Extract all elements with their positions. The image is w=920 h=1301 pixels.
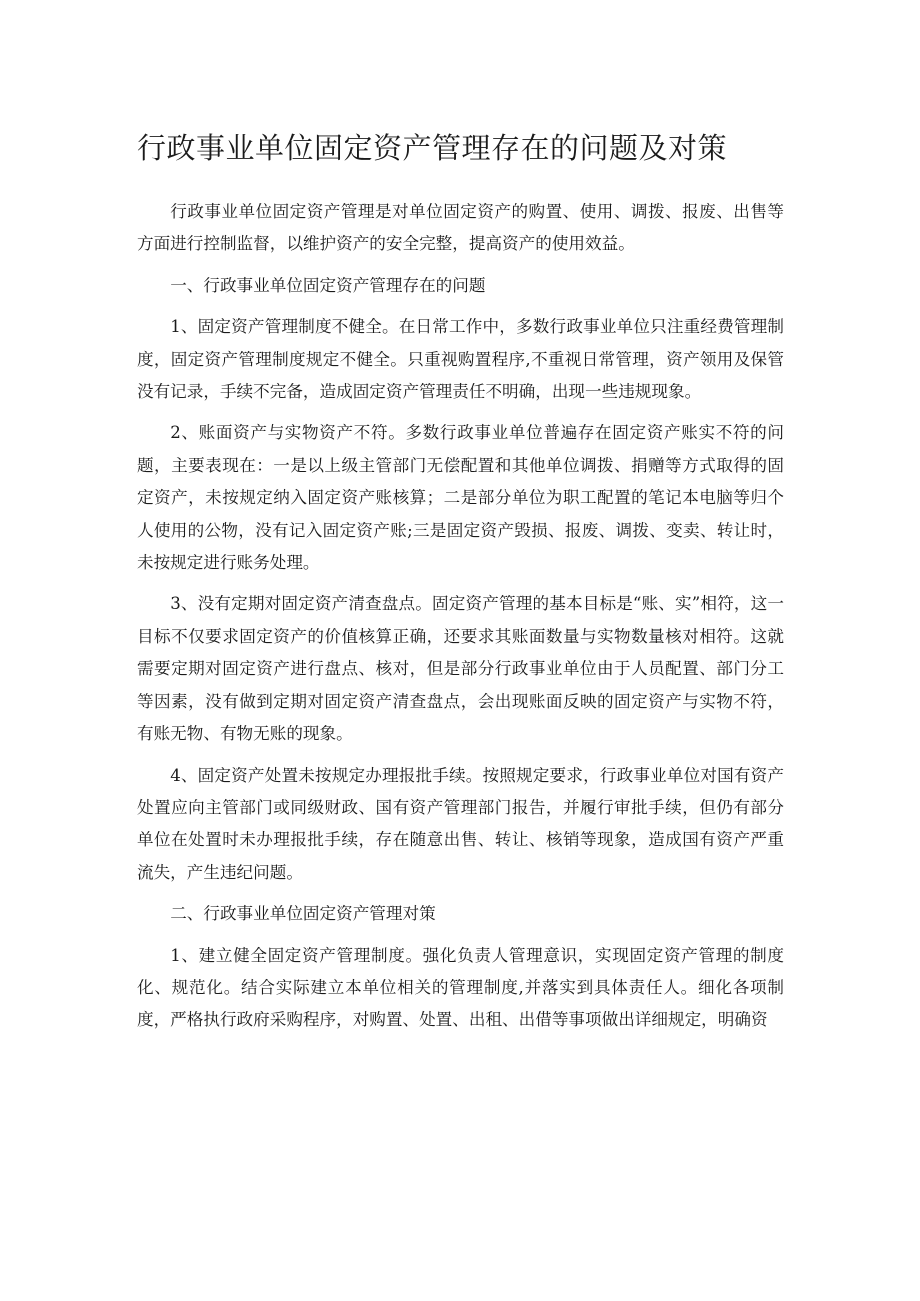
- section-heading-solutions: 二、行政事业单位固定资产管理对策: [170, 904, 436, 924]
- section-heading-problems: 一、行政事业单位固定资产管理存在的问题: [170, 275, 486, 295]
- problem-paragraph-1: 1、固定资产管理制度不健全。在日常工作中，多数行政事业单位只注重经费管理制度，固定资产管理制度规定不健全。只重视购置程序,不重视日常管理，资产领用及保管没有记录，手续不完备，造成固定资产管理责任不明确，出现一些违规现象。: [137, 317, 784, 402]
- problem-paragraph-3: 3、没有定期对固定资产清查盘点。固定资产管理的基本目标是“账、实”相符，这一目标不仅要求固定资产的价值核算正确，还要求其账面数量与实物数量核对相符。这就需要定期对固定资产进行盘点、核对，但是部分行政事业单位由于人员配置、部门分工等因素，没有做到定期对固定资产清查盘点，会出现账面反映的固定资产与实物不符，有账无物、有物无账的现象。: [137, 594, 784, 744]
- intro-paragraph: 行政事业单位固定资产管理是对单位固定资产的购置、使用、调拨、报废、出售等方面进行控制监督，以维护资产的安全完整，提高资产的使用效益。: [137, 202, 784, 254]
- solution-paragraph-1: 1、建立健全固定资产管理制度。强化负责人管理意识，实现固定资产管理的制度化、规范化。结合实际建立本单位相关的管理制度,并落实到具体责任人。细化各项制度，严格执行政府采购程序，对购置、处置、出租、出借等事项做出详细规定，明确资: [137, 945, 784, 1030]
- problem-paragraph-4: 4、固定资产处置未按规定办理报批手续。按照规定要求，行政事业单位对国有资产处置应向主管部门或同级财政、国有资产管理部门报告，并履行审批手续，但仍有部分单位在处置时未办理报批手续，存在随意出售、转让、核销等现象，造成国有资产严重流失，产生违纪问题。: [137, 765, 784, 882]
- document-title: 行政事业单位固定资产管理存在的问题及对策: [137, 131, 728, 165]
- problem-paragraph-2: 2、账面资产与实物资产不符。多数行政事业单位普遍存在固定资产账实不符的问题，主要表现在：一是以上级主管部门无偿配置和其他单位调拨、捐赠等方式取得的固定资产，未按规定纳入固定资产账核算；二是部分单位为职工配置的笔记本电脑等归个人使用的公物，没有记入固定资产账;三是固定资产毁损、报废、调拨、变卖、转让时，未按规定进行账务处理。: [137, 423, 784, 573]
